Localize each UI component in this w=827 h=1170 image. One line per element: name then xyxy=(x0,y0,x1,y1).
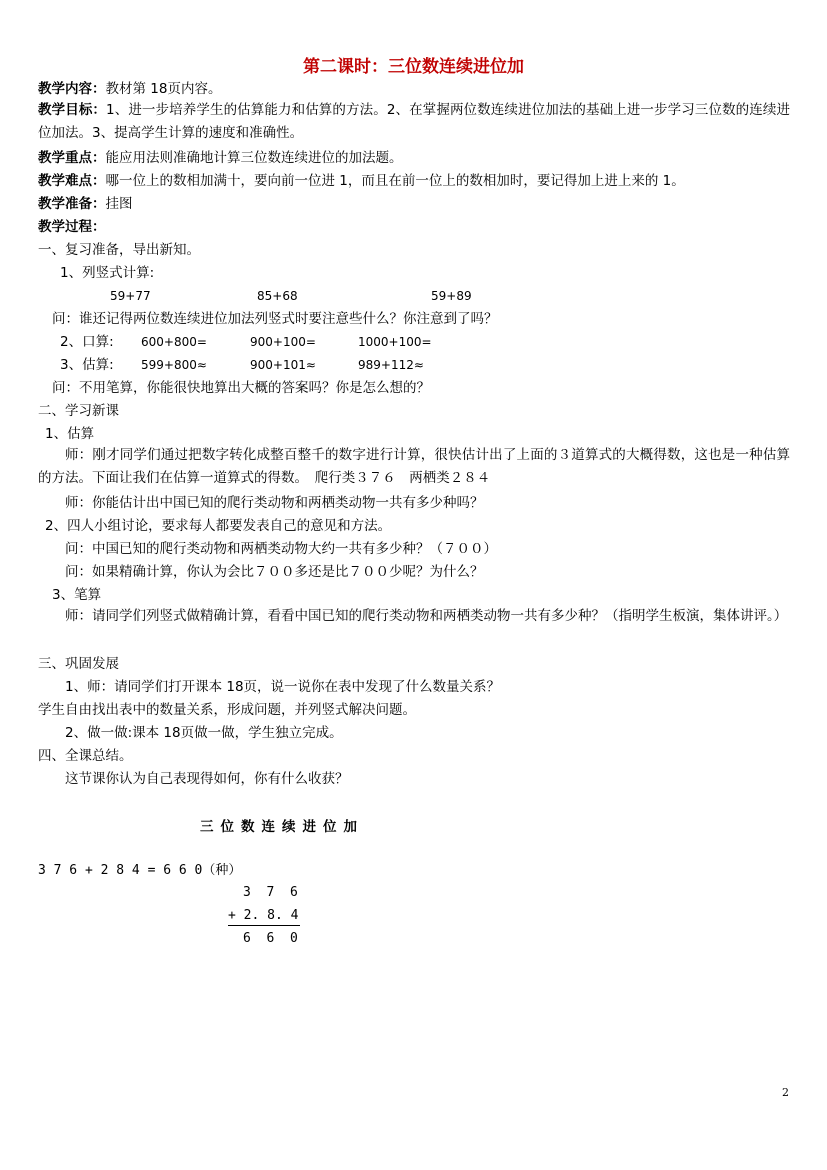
section3-line2: 学生自由找出表中的数量关系，形成问题，并列竖式解决问题。 xyxy=(38,702,416,718)
est-expr-1: 599+800≈ xyxy=(141,358,207,372)
question-4: 问：如果精确计算，你认为会比７００多还是比７００少呢？为什么？ xyxy=(65,564,484,580)
page-number: 2 xyxy=(782,1086,789,1099)
difficulty-text: 哪一位上的数相加满十，要向前一位进 1，而且在前一位上的数相加时，要记得加上进上来的 1。 xyxy=(105,173,685,189)
page-title: 第二课时：三位数连续进位加 xyxy=(303,57,524,77)
content-text: 教材第 18页内容。 xyxy=(105,81,222,97)
expr-2: 85+68 xyxy=(257,289,298,303)
section4-heading: 四、全课总结。 xyxy=(38,748,133,764)
section2-item1: 1、估算 xyxy=(45,426,95,442)
vertical-row-1: 3 7 6 xyxy=(243,885,298,900)
section2-item3: 3、笔算 xyxy=(52,587,102,603)
est-expr-3: 989+112≈ xyxy=(358,358,424,372)
prep-label: 教学准备： xyxy=(38,196,106,212)
board-title: 三位数连续进位加 xyxy=(200,819,364,835)
prep-text: 挂图 xyxy=(105,196,133,212)
vertical-row-2: + 2. 8. 4 xyxy=(228,907,300,926)
est-label: 3、估算: xyxy=(60,357,114,373)
oral-expr-3: 1000+100= xyxy=(358,335,432,349)
goal-label: 教学目标： xyxy=(38,102,107,118)
question-1: 问：谁还记得两位数连续进位加法列竖式时要注意些什么？你注意到了吗？ xyxy=(52,311,498,327)
expr-3: 59+89 xyxy=(431,289,472,303)
teacher-paragraph-2: 师：你能估计出中国已知的爬行类动物和两栖类动物一共有多少种吗？ xyxy=(65,495,484,511)
oral-expr-2: 900+100= xyxy=(250,335,316,349)
oral-expr-1: 600+800= xyxy=(141,335,207,349)
section2-heading: 二、学习新课 xyxy=(38,403,119,419)
section2-item2: 2、四人小组讨论，要求每人都要发表自己的意见和方法。 xyxy=(45,518,392,534)
teacher-paragraph-1: 师：刚才同学们通过把数字转化成整百整千的数字进行计算，很快估计出了上面的３道算式的大概得数，这也是一种估算的方法。下面让我们在估算一道算式的得数。 爬行类３７６ 两栖类２８４ xyxy=(38,447,790,486)
section1-heading: 一、复习准备，导出新知。 xyxy=(38,242,200,258)
difficulty-label: 教学难点： xyxy=(38,173,106,189)
key-text: 能应用法则准确地计算三位数连续进位的加法题。 xyxy=(105,150,403,166)
board-equation: 3 7 6 + 2 8 4 = 6 6 0（种） xyxy=(38,863,242,878)
section3-heading: 三、巩固发展 xyxy=(38,656,119,672)
section4-line1: 这节课你认为自己表现得如何，你有什么收获？ xyxy=(65,771,349,787)
content-label: 教学内容： xyxy=(38,81,106,97)
content-line xyxy=(38,80,221,98)
goal-text: 1、进一步培养学生的估算能力和估算的方法。2、在掌握两位数连续进位加法的基础上进一步学习三位数的连续进位加法。3、提高学生计算的速度和准确性。 xyxy=(38,102,790,141)
section1-item1: 1、列竖式计算: xyxy=(60,265,155,281)
prep-line xyxy=(38,195,133,213)
question-3: 问：中国已知的爬行类动物和两栖类动物大约一共有多少种？（７００） xyxy=(65,541,497,557)
expr-1: 59+77 xyxy=(110,289,151,303)
process-label: 教学过程： xyxy=(38,219,106,235)
section3-line3: 2、做一做:课本 18页做一做，学生独立完成。 xyxy=(65,725,343,741)
difficulty-line xyxy=(38,172,685,190)
teacher-paragraph-3: 师：请同学们列竖式做精确计算，看看中国已知的爬行类动物和两栖类动物一共有多少种？（指明学生板演，集体讲评。） xyxy=(65,608,788,624)
oral-label: 2、口算: xyxy=(60,334,114,350)
key-line xyxy=(38,149,403,167)
section3-line1: 1、师：请同学们打开课本 18页，说一说你在表中发现了什么数量关系？ xyxy=(65,679,501,695)
goal-paragraph xyxy=(38,99,790,145)
vertical-row-3: 6 6 0 xyxy=(243,931,298,946)
est-expr-2: 900+101≈ xyxy=(250,358,316,372)
key-label: 教学重点： xyxy=(38,150,106,166)
question-2: 问：不用笔算，你能很快地算出大概的答案吗？你是怎么想的？ xyxy=(52,380,430,396)
